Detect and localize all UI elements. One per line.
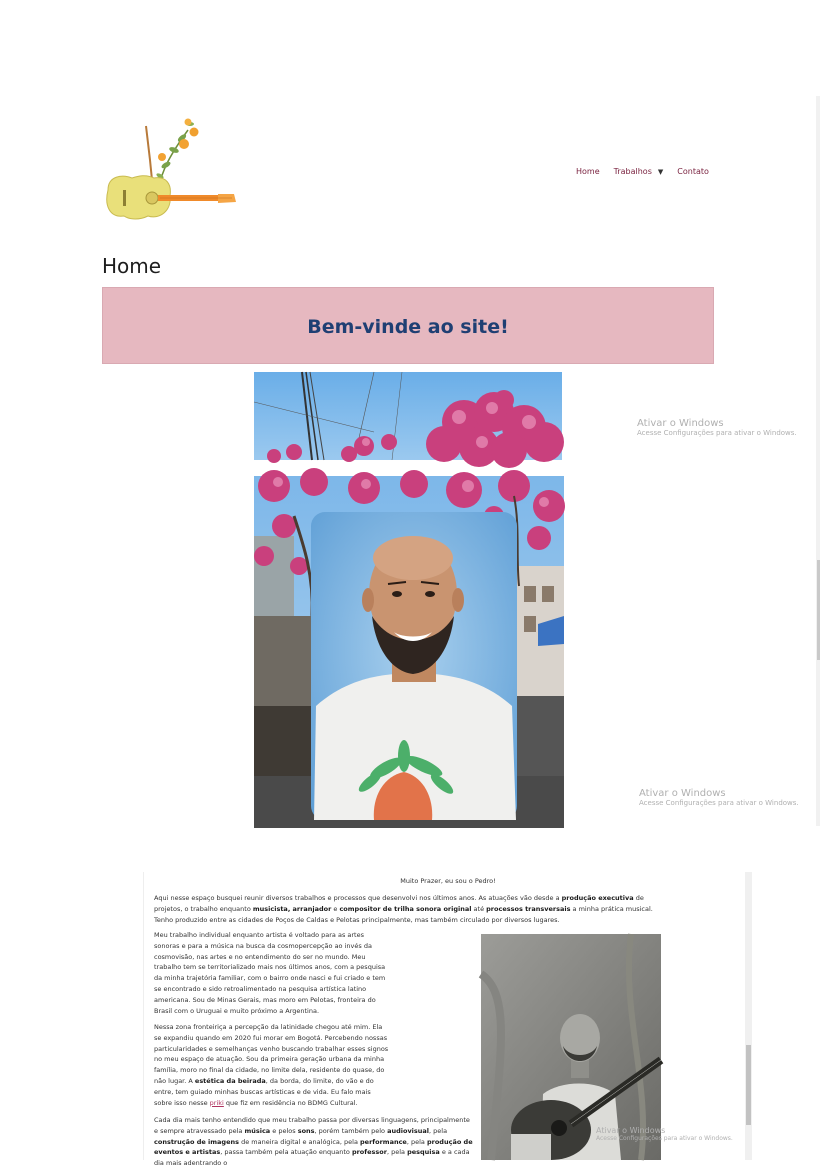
about-paragraph-3 [154, 1022, 389, 1108]
text: , da borda, do limite, do vão e do entre, tem guiado minhas buscas artísticas e de vida. Eu falo mais sobre isso nesse [154, 1076, 374, 1107]
windows-activation-watermark [637, 418, 797, 437]
text: e [331, 904, 340, 913]
text: , pela [429, 1126, 448, 1135]
bold-text: produção de eventos e artistas [154, 1137, 473, 1157]
watermark-subtitle: Acesse Configurações para ativar o Windows. [596, 1135, 733, 1142]
text: de projetos, o trabalho enquanto [154, 894, 644, 913]
text: Aqui nesse espaço busquei reunir diversos trabalhos e processos que desenvolvi nos últimos anos. As atuações vão desde a [154, 894, 562, 902]
text: até [471, 904, 487, 913]
about-section [143, 872, 752, 1168]
text: Cada dia mais tenho entendido que meu trabalho passa por diversas linguagens, principalmente e sempre atravessado pela [154, 1116, 470, 1135]
bold-text: professor [351, 1148, 387, 1157]
bold-text: construção de imagens [154, 1137, 239, 1146]
text: , pela [406, 1137, 427, 1146]
page-title: Home [102, 254, 162, 278]
bold-text: pesquisa [407, 1148, 440, 1157]
welcome-banner [102, 287, 714, 364]
bold-text: produção executiva [561, 894, 634, 902]
priki-link[interactable]: priki [209, 1098, 224, 1107]
portrait-image [254, 476, 564, 828]
watermark-subtitle: Acesse Configurações para ativar o Windows. [639, 799, 799, 807]
bold-text: música [244, 1126, 271, 1135]
watermark-subtitle: Acesse Configurações para ativar o Windows. [637, 429, 797, 437]
page-scrollbar[interactable] [816, 96, 820, 826]
about-paragraph-4 [154, 1115, 474, 1169]
nav-item-home[interactable]: Home [576, 167, 600, 176]
text: e a cada dia mais adentrando o [154, 1148, 470, 1168]
watermark-title: Ativar o Windows [639, 788, 726, 799]
text: , pela [386, 1148, 408, 1157]
bold-text: estética da beirada [194, 1076, 266, 1085]
nav-item-trabalhos[interactable]: Trabalhos [613, 167, 652, 176]
windows-activation-watermark [639, 788, 799, 807]
text: , porém também pelo [314, 1126, 388, 1135]
blossom-sky-image [254, 372, 562, 460]
banner-heading: Bem-vinde ao site! [307, 316, 509, 338]
bold-text: performance [360, 1137, 407, 1146]
main-nav [576, 167, 723, 176]
about-paragraph-2: Meu trabalho individual enquanto artista é voltado para as artes sonoras e para a música na busca da cosmopercepção ao invés da cosmovisão, nas artes e no entendimento do ser no mundo. Meu trabalho tem se territorializado mais nos últimos anos, com a pesquisa da minha trajetória familiar, com o bairro onde nasci e fui criado e tem se encontrado e sido retroalimentado na pesquisa artística latino americana. Sou de Minas Gerais, mas moro em Pelotas, fronteira do Brasil com o Uruguai e muito próximo a Argentina. [154, 931, 386, 1015]
text: e pelos [270, 1126, 298, 1135]
chevron-down-icon[interactable]: ▼ [657, 167, 664, 176]
about-paragraph-1 [154, 893, 666, 925]
windows-activation-watermark [596, 1126, 733, 1142]
text: Nessa zona fronteiriça a percepção da latinidade chegou até mim. Ela se expandiu quando em 2020 fui morar em Bogotá. Percebendo nossas particularidades e semelhanças venho buscando trabalhar esses signos no meu espaço de atuação. Sou da primeira geração urbana da minha família, moro no final da cidade, no limite dela, residente do quase, do não lugar. A [154, 1023, 389, 1085]
site-logo[interactable] [100, 110, 242, 234]
bold-text: musicista, arranjador [252, 904, 332, 913]
nav-item-contato[interactable]: Contato [677, 167, 709, 176]
watermark-title: Ativar o Windows [637, 418, 724, 429]
about-section-scrollbar-thumb[interactable] [746, 1045, 751, 1125]
bold-text: sons [297, 1126, 315, 1135]
text: que fiz em residência no BDMG Cultural. [223, 1098, 358, 1107]
about-title: Muito Prazer, eu sou o Pedro! [400, 877, 496, 885]
text: de maneira digital e analógica, pela [239, 1137, 361, 1146]
watermark-title: Ativar o Windows [596, 1126, 666, 1135]
bold-text: compositor de trilha sonora original [339, 904, 472, 913]
bold-text: processos transversais [486, 904, 571, 913]
bold-text: audiovisual [387, 1126, 430, 1135]
text: , passa também pela atuação enquanto [220, 1148, 352, 1157]
text: a minha prática musical. Tenho produzido entre as cidades de Poços de Caldas e Pelotas principalmente, mas também circulado por diversos lugares. [154, 904, 653, 924]
